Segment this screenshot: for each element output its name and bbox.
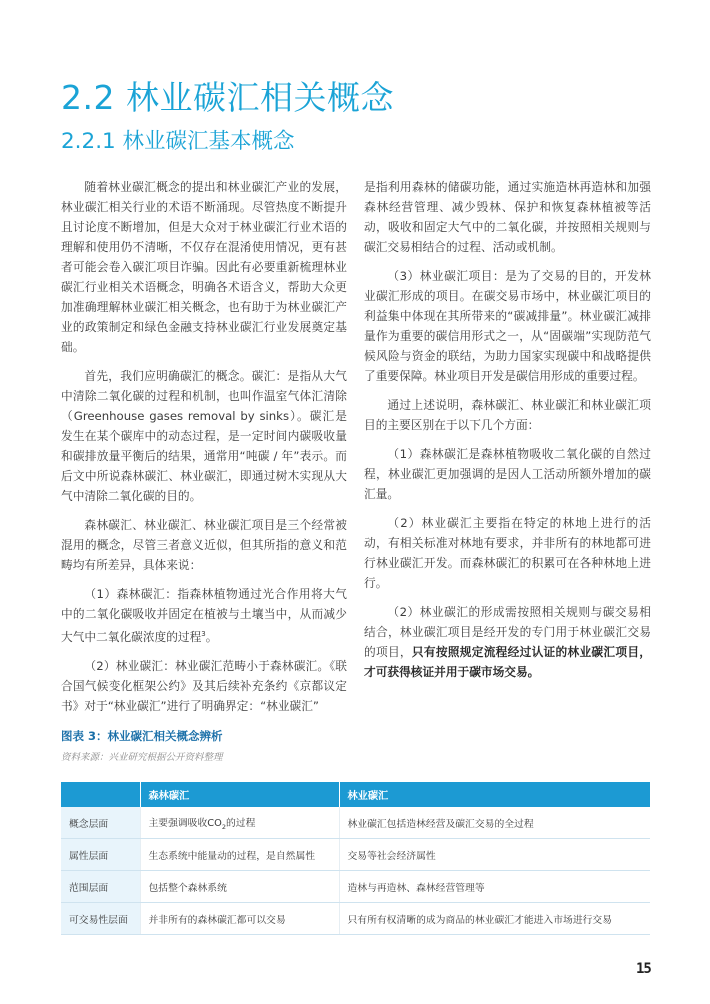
table-row [61,839,650,871]
row-label: 概念层面 [61,807,140,839]
left-column [61,177,347,725]
cell-forestry: 交易等社会经济属性 [339,839,650,871]
figure-source: 资料来源：兴业研究根据公开资料整理 [61,752,223,763]
figure-title: 图表 3：林业碳汇相关概念辨析 [61,729,223,743]
section-title: 2.2 林业碳汇相关概念 [61,78,394,117]
paragraph: 是指利用森林的储碳功能，通过实施造林再造林和加强森林经营管理、减少毁林、保护和恢复森林植被等活动，吸收和固定大气中的二氧化碳，并按照相关规则与碳汇交易相结合的过程、活动或机制。 [364,180,651,254]
table-header-forest: 森林碳汇 [140,782,339,807]
row-label: 属性层面 [61,839,140,871]
table-row [61,903,650,935]
table-header-row [61,782,650,807]
paragraph [61,584,347,647]
paragraph: 首先，我们应明确碳汇的概念。碳汇：是指从大气中清除二氧化碳的过程和机制，也叫作温室气体汇清除（Greenhouse gases removal by sinks）。碳汇是发生在某个碳库中的动态过程，是一定时间内碳吸收量和碳排放量平衡后的结果，通常用“吨碳 / 年”表示。而后文中所说森林碳汇、林业碳汇，即通过树木实现从大气中清除二氧化碳的目的。 [61,369,347,503]
paragraph: （2）林业碳汇：林业碳汇范畴小于森林碳汇。《联合国气候变化框架公约》及其后续补充条约《京都议定书》对于“林业碳汇”进行了明确界定：“林业碳汇” [61,658,347,713]
page-number: 15 [636,961,651,977]
paragraph-end: 。 [205,629,218,644]
cell-forestry: 只有所有权清晰的成为商品的林业碳汇才能进入市场进行交易 [339,903,650,935]
paragraph-text: （1）森林碳汇：指森林植物通过光合作用将大气中的二氧化碳吸收并固定在植被与土壤当中，从而减少大气中二氧化碳浓度的过程 [61,587,347,644]
row-label: 可交易性层面 [61,903,140,935]
right-column [364,177,651,691]
cell-text: 主要强调吸收CO [148,817,222,829]
cell-text: 的过程 [225,817,256,829]
paragraph: （1）森林碳汇是森林植物吸收二氧化碳的自然过程，林业碳汇更加强调的是因人工活动所额外增加的碳汇量。 [364,447,651,501]
cell-forestry: 林业碳汇包括造林经营及碳汇交易的全过程 [339,807,650,839]
paragraph-text: （2）林业碳汇的形成需按照相关规则与碳交易相结合，林业碳汇项目是经开发的专门用于林业碳汇交易的项目， [364,605,651,659]
paragraph: 随着林业碳汇概念的提出和林业碳汇产业的发展，林业碳汇相关行业的术语不断涌现。尽管热度不断提升且讨论度不断增加，但是大众对于林业碳汇行业术语的理解和使用仍不清晰，不仅存在混淆使用情况，更有甚者可能会卷入碳汇项目诈骗。因此有必要重新梳理林业碳汇行业相关术语概念，明确各术语含义，帮助大众更加准确理解林业碳汇相关概念，也有助于为林业碳汇产业的政策制定和绿色金融支持林业碳汇行业发展奠定基础。 [61,180,347,354]
cell-forestry: 造林与再造林、森林经营管理等 [339,871,650,903]
row-label: 范围层面 [61,871,140,903]
paragraph: （2）林业碳汇主要指在特定的林地上进行的活动，有相关标准对林地有要求，并非所有的林地都可进行林业碳汇开发。而森林碳汇的积累可在各种林地上进行。 [364,516,651,590]
comparison-table [61,782,650,935]
paragraph: 森林碳汇、林业碳汇、林业碳汇项目是三个经常被混用的概念，尽管三者意义近似，但其所指的意义和范畴均有所差异，具体来说： [61,518,347,572]
cell-forest: 包括整个森林系统 [140,871,339,903]
paragraph [364,602,651,682]
paragraph: （3）林业碳汇项目：是为了交易的目的，开发林业碳汇形成的项目。在碳交易市场中，林业碳汇项目的利益集中体现在其所带来的“碳减排量”。林业碳汇减排量作为重要的碳信用形式之一，从“固碳端”实现防范气候风险与资金的联结，为助力国家实现碳中和战略提供了重要保障。林业项目开发是碳信用形成的重要过程。 [364,269,651,383]
table-row [61,807,650,839]
paragraph: 通过上述说明，森林碳汇、林业碳汇和林业碳汇项目的主要区别在于以下几个方面： [364,398,651,432]
cell-forest [140,807,339,839]
subscript: 2 [221,822,226,831]
bold-emphasis: 只有按照规定流程经过认证的林业碳汇项目，才可获得核证并用于碳市场交易。 [364,645,651,679]
table-header-empty [61,782,140,807]
footnote-ref[interactable]: 3 [201,630,206,638]
subsection-title: 2.2.1 林业碳汇基本概念 [61,129,295,154]
cell-forest: 并非所有的森林碳汇都可以交易 [140,903,339,935]
table-row [61,871,650,903]
table-header-forestry: 林业碳汇 [339,782,650,807]
cell-forest: 生态系统中能量动的过程，是自然属性 [140,839,339,871]
